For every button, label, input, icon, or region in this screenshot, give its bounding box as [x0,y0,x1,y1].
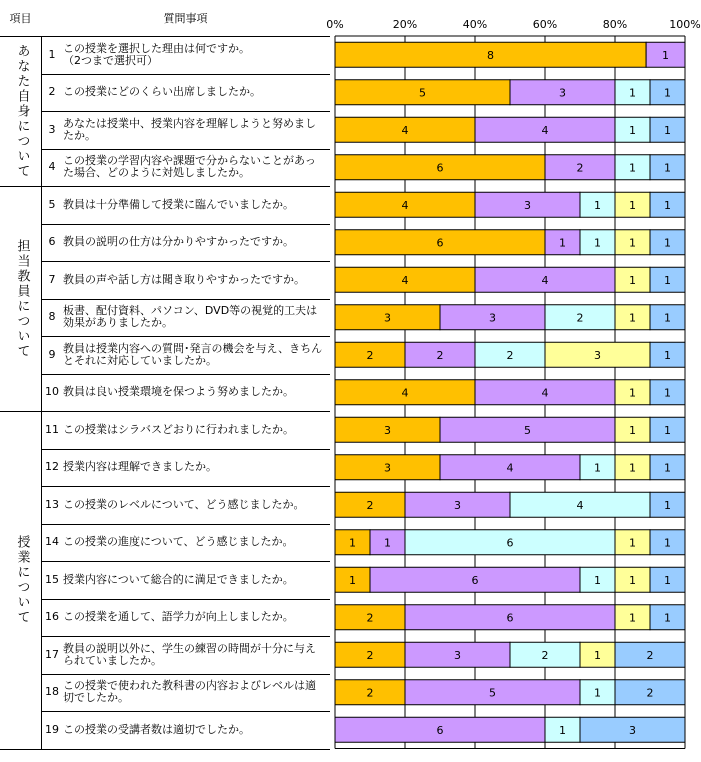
data-label: 6 [436,161,444,175]
data-label: 1 [664,536,671,550]
question-number: 5 [48,197,56,211]
question-number: 2 [48,85,56,99]
question-text: あなたは授業中、授業内容を理解しようと努めましたか。 [63,116,316,142]
question-text: 板書、配付資料、パソコン、DVD等の視覚的工夫は効果がありましたか。 [63,304,318,330]
data-label: 1 [629,86,636,100]
question-text: この授業はシラバスどおりに行われましたか。 [63,422,294,436]
data-label: 1 [559,236,566,250]
data-label: 6 [506,611,514,625]
data-label: 1 [629,198,636,212]
question-text: この授業の進度について、どう感じましたか。 [63,535,294,549]
x-tick-label: 60% [532,18,558,31]
question-text: 授業内容は理解できましたか。 [63,460,217,474]
data-label: 1 [664,573,671,587]
data-label: 1 [594,198,601,212]
data-label: 4 [401,273,409,287]
x-tick-label: 40% [462,18,488,31]
question-number: 13 [45,497,59,511]
data-label: 4 [401,123,409,137]
data-label: 1 [664,273,671,287]
data-label: 2 [436,348,444,362]
question-text: 教員は良い授業環境を保つよう努めましたか。 [63,385,294,399]
data-label: 6 [436,236,444,250]
question-number: 8 [48,310,56,324]
data-label: 1 [664,423,671,437]
question-text: この授業の学習内容や課題で分からないことがあった場合、どのように対処しましたか。 [63,154,316,180]
header-item: 項目 [9,12,32,25]
question-text: この授業で使われた教科書の内容およびレベルは適切でしたか。 [63,679,316,705]
data-label: 4 [541,273,549,287]
question-text: この授業のレベルについて、どう感じましたか。 [63,497,305,511]
data-label: 8 [487,48,495,62]
data-label: 1 [662,48,670,62]
data-label: 1 [629,423,636,437]
data-label: 3 [454,498,461,512]
data-label: 1 [594,461,601,475]
question-number: 9 [48,347,56,361]
question-number: 1 [48,47,56,61]
data-label: 5 [489,686,496,700]
data-label: 2 [366,611,374,625]
data-label: 2 [366,686,374,700]
data-label: 2 [576,311,584,325]
data-label: 3 [629,723,636,737]
question-text: この授業を通して、語学力が向上しましたか。 [63,610,294,624]
question-number: 18 [45,685,59,699]
question-text: 教員の声や話し方は聞き取りやすかったですか。 [63,272,305,286]
x-tick-label: 0% [326,18,344,31]
question-number: 19 [45,722,59,736]
category-label: 担当教員について [14,238,30,359]
data-label: 1 [594,686,601,700]
question-text: 授業内容について総合的に満足できましたか。 [63,572,294,586]
data-label: 3 [384,461,391,475]
data-label: 1 [594,573,601,587]
data-label: 6 [506,536,514,550]
data-label: 2 [366,498,374,512]
data-label: 1 [629,161,636,175]
data-label: 1 [664,311,671,325]
data-label: 2 [646,648,654,662]
data-label: 5 [419,86,426,100]
question-text: 教員の説明の仕方は分かりやすかったですか。 [63,235,294,249]
data-label: 4 [401,198,409,212]
data-label: 3 [524,198,531,212]
question-number: 15 [45,572,59,586]
x-tick-label: 20% [392,18,418,31]
data-label: 3 [489,311,496,325]
question-number: 14 [45,535,59,549]
data-label: 1 [664,461,671,475]
question-number: 4 [48,160,56,174]
data-label: 6 [436,723,444,737]
data-label: 4 [541,123,549,137]
question-number: 3 [48,122,56,136]
data-label: 1 [629,311,636,325]
category-label: 授業について [14,534,30,625]
question-number: 12 [45,460,59,474]
data-label: 5 [524,423,531,437]
data-label: 1 [664,123,671,137]
data-label: 1 [629,611,636,625]
x-tick-label: 80% [602,18,628,31]
data-label: 1 [629,123,636,137]
data-label: 1 [594,648,601,662]
data-label: 1 [559,723,566,737]
data-label: 3 [384,311,391,325]
question-text: この授業の受講者数は適切でしたか。 [63,722,250,736]
question-text: 教員は授業内容への質問･発言の機会を与え、きちんとそれに対応していましたか。 [63,341,323,367]
data-label: 2 [366,348,374,362]
data-label: 1 [384,536,391,550]
question-text: 教員は十分準備して授業に臨んでいましたか。 [63,197,294,211]
data-label: 4 [506,461,514,475]
data-label: 1 [664,498,671,512]
data-label: 1 [629,273,636,287]
data-label: 2 [366,648,374,662]
data-label: 1 [629,536,636,550]
data-label: 1 [664,161,671,175]
data-label: 2 [646,686,654,700]
question-number: 10 [45,385,59,399]
data-label: 1 [349,573,356,587]
header-question: 質問事項 [163,12,208,25]
question-number: 7 [48,272,56,286]
data-label: 4 [576,498,584,512]
data-label: 1 [664,611,671,625]
data-label: 1 [629,573,636,587]
question-number: 11 [45,422,59,436]
data-label: 1 [664,348,671,362]
data-label: 6 [471,573,479,587]
data-label: 1 [664,198,671,212]
category-label: あなた自身について [14,43,30,179]
question-text: 教員の説明以外に、学生の練習の時間が十分に与えられていましたか。 [63,641,316,667]
data-label: 1 [664,236,671,250]
data-label: 1 [594,236,601,250]
question-text: この授業を選択した理由は何ですか。 （2つまで選択可） [63,41,250,67]
data-label: 1 [664,86,671,100]
data-label: 2 [576,161,584,175]
data-label: 1 [349,536,356,550]
data-label: 3 [384,423,391,437]
data-label: 4 [401,386,409,400]
data-label: 1 [629,386,636,400]
data-label: 2 [541,648,549,662]
question-number: 16 [45,610,59,624]
question-number: 6 [48,235,56,249]
x-tick-label: 100% [669,18,701,31]
data-label: 3 [559,86,566,100]
question-number: 17 [45,647,59,661]
question-text: この授業にどのくらい出席しましたか。 [63,85,261,99]
data-label: 1 [664,386,671,400]
data-label: 1 [629,461,636,475]
data-label: 4 [541,386,549,400]
data-label: 3 [594,348,601,362]
data-label: 3 [454,648,461,662]
data-label: 2 [506,348,514,362]
data-label: 1 [629,236,636,250]
